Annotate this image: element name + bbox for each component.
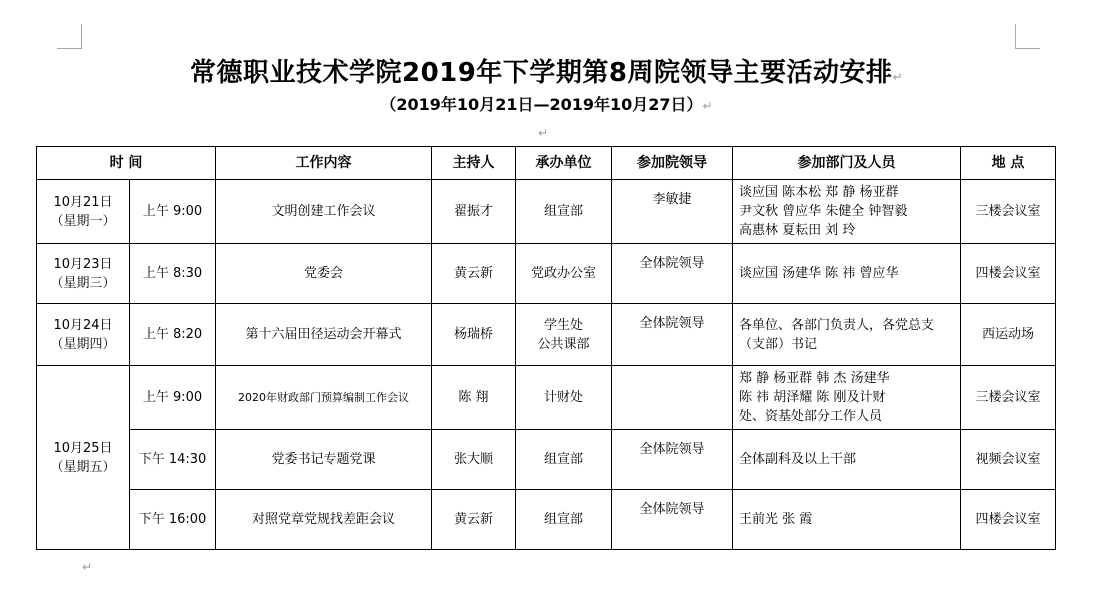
content-cell: 2020年财政部门预算编制工作会议 — [216, 366, 432, 430]
table-row — [37, 430, 1056, 490]
people-line: 全体副科及以上干部 — [739, 452, 857, 467]
subtitle-text: （2019年10月21日—2019年10月27日） — [380, 95, 703, 114]
table-row — [37, 366, 1056, 430]
time-cell: 下午 14:30 — [130, 430, 216, 490]
table-row — [37, 304, 1056, 366]
weekday-text: （星期三） — [50, 275, 116, 291]
content-cell: 文明创建工作会议 — [216, 180, 432, 244]
host-cell: 黄云新 — [432, 490, 516, 550]
unit-cell: 组宣部 — [516, 490, 612, 550]
content-cell: 党委书记专题党课 — [216, 430, 432, 490]
people-line: 各单位、各部门负责人，各党总支 — [739, 317, 935, 333]
page-corner-mark-top-right — [1015, 24, 1040, 49]
table-row — [37, 244, 1056, 304]
date-text: 10月23日 — [53, 256, 113, 272]
unit-line: 公共课部 — [537, 336, 590, 352]
paragraph-mark-icon: ↵ — [892, 70, 904, 84]
content-cell: 对照党章党规找差距会议 — [216, 490, 432, 550]
unit-cell: 组宣部 — [516, 430, 612, 490]
host-cell: 张大顺 — [432, 430, 516, 490]
people-line: 王前光 张 霞 — [739, 512, 813, 527]
people-line: 郑 静 杨亚群 韩 杰 汤建华 — [739, 371, 890, 386]
people-line: 陈 祎 胡泽耀 陈 刚及计财 — [739, 390, 886, 405]
people-cell — [733, 180, 961, 244]
leaders-cell: 全体院领导 — [612, 430, 733, 490]
unit-cell: 党政办公室 — [516, 244, 612, 304]
people-cell — [733, 304, 961, 366]
place-cell: 四楼会议室 — [961, 490, 1056, 550]
paragraph-mark-icon: ↵ — [538, 126, 549, 140]
people-line: 谈应国 陈本松 郑 静 杨亚群 — [739, 185, 899, 200]
place-cell: 西运动场 — [961, 304, 1056, 366]
unit-cell: 计财处 — [516, 366, 612, 430]
weekday-text: （星期四） — [50, 336, 116, 352]
host-cell: 翟振才 — [432, 180, 516, 244]
unit-cell — [516, 304, 612, 366]
header-place: 地 点 — [961, 147, 1056, 180]
date-text: 10月25日 — [53, 440, 113, 456]
place-cell: 视频会议室 — [961, 430, 1056, 490]
weekday-text: （星期一） — [50, 213, 116, 229]
date-text: 10月21日 — [53, 194, 113, 210]
host-cell: 黄云新 — [432, 244, 516, 304]
people-line: 高惠林 夏耘田 刘 玲 — [739, 223, 856, 238]
people-line: 尹文秋 曾应华 朱健全 钟智毅 — [739, 204, 908, 219]
header-people: 参加部门及人员 — [733, 147, 961, 180]
header-host: 主持人 — [432, 147, 516, 180]
time-cell: 上午 8:20 — [130, 304, 216, 366]
people-cell — [733, 244, 961, 304]
weekday-text: （星期五） — [50, 459, 116, 475]
people-line: （支部）书记 — [739, 336, 818, 352]
leaders-cell: 全体院领导 — [612, 304, 733, 366]
people-cell — [733, 366, 961, 430]
date-cell — [37, 366, 130, 550]
content-cell: 第十六届田径运动会开幕式 — [216, 304, 432, 366]
time-cell: 下午 16:00 — [130, 490, 216, 550]
paragraph-mark-icon: ↵ — [82, 560, 93, 574]
place-cell: 四楼会议室 — [961, 244, 1056, 304]
paragraph-mark-icon: ↵ — [702, 99, 713, 113]
time-cell: 上午 9:00 — [130, 366, 216, 430]
document-title — [0, 52, 1093, 89]
page-corner-mark-top-left — [57, 24, 82, 49]
place-cell: 三楼会议室 — [961, 180, 1056, 244]
table-row — [37, 180, 1056, 244]
document-subtitle — [0, 92, 1093, 115]
leaders-cell — [612, 366, 733, 430]
date-cell — [37, 244, 130, 304]
schedule-table — [36, 146, 1056, 550]
date-cell — [37, 180, 130, 244]
leaders-cell: 李敏捷 — [612, 180, 733, 244]
date-text: 10月24日 — [53, 317, 113, 333]
people-line: 处、资基处部分工作人员 — [739, 409, 883, 424]
time-cell: 上午 8:30 — [130, 244, 216, 304]
people-cell — [733, 430, 961, 490]
people-cell — [733, 490, 961, 550]
leaders-cell: 全体院领导 — [612, 490, 733, 550]
header-unit: 承办单位 — [516, 147, 612, 180]
header-content: 工作内容 — [216, 147, 432, 180]
unit-line: 学生处 — [543, 317, 583, 333]
table-row — [37, 490, 1056, 550]
title-text: 常德职业技术学院2019年下学期第8周院领导主要活动安排 — [189, 58, 893, 88]
date-cell — [37, 304, 130, 366]
place-cell: 三楼会议室 — [961, 366, 1056, 430]
host-cell: 杨瑞桥 — [432, 304, 516, 366]
unit-cell: 组宣部 — [516, 180, 612, 244]
header-leaders: 参加院领导 — [612, 147, 733, 180]
host-cell: 陈 翔 — [432, 366, 516, 430]
content-cell: 党委会 — [216, 244, 432, 304]
time-cell: 上午 9:00 — [130, 180, 216, 244]
table-header-row — [37, 147, 1056, 180]
people-line: 谈应国 汤建华 陈 祎 曾应华 — [739, 266, 899, 281]
leaders-cell: 全体院领导 — [612, 244, 733, 304]
header-time: 时 间 — [37, 147, 216, 180]
